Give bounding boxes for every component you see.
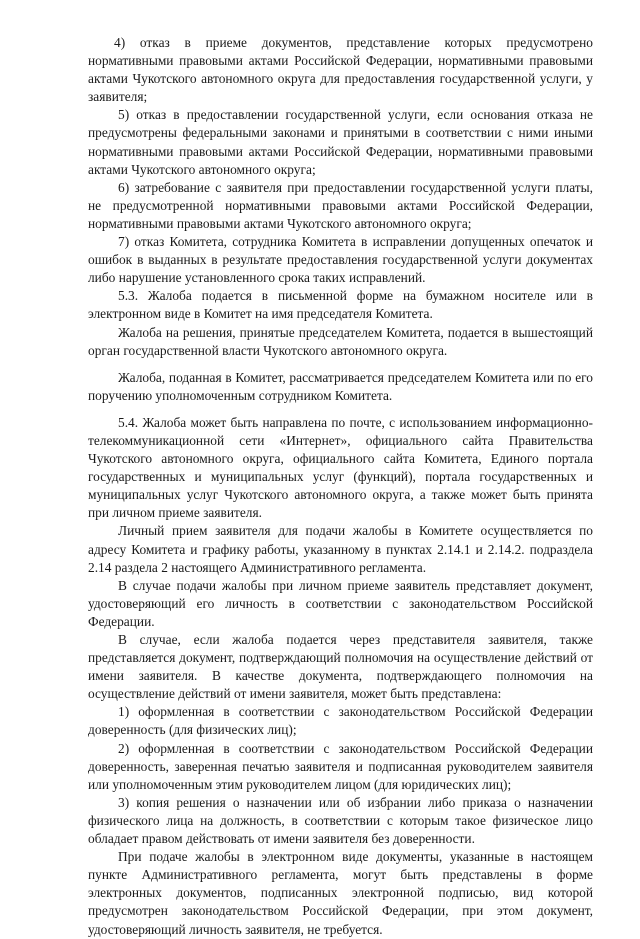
paragraph-5-3: 5.3. Жалоба подается в письменной форме на бумажном носителе или в электронном виде в Комитет на имя председателя Комитета. [88, 288, 593, 322]
paragraph-item-6: 6) затребование с заявителя при предоставлении государственной услуги платы, не предусмотренной нормативными правовыми актами Российской Федерации, нормативными правовыми актами Чукотского автономного округа; [88, 179, 593, 231]
paragraph-identity-document: В случае подачи жалобы при личном приеме заявитель представляет документ, удостоверяющий его личность в соответствии с законодательством Российской Федерации. [88, 577, 593, 629]
paragraph-item-7: 7) отказ Комитета, сотрудника Комитета в исправлении допущенных опечаток и ошибок в выданных в результате предоставления государственной услуги документах либо нарушение установленного срока таких исправлений. [88, 234, 593, 286]
paragraph-personal-reception: Личный прием заявителя для подачи жалобы в Комитете осуществляется по адресу Комитета и графику работы, указанному в пунктах 2.14.1 и 2.14.2. подраздела 2.14 раздела 2 настоящего Административного регламента. [88, 523, 593, 575]
paragraph-list-item-2: 2) оформленная в соответствии с законодательством Российской Федерации доверенность, заверенная печатью заявителя и подписанная руководителем заявителя или уполномоченным этим руководителем лицом (для юридических лиц); [88, 740, 593, 792]
paragraph-list-item-1: 1) оформленная в соответствии с законодательством Российской Федерации доверенность (для физических лиц); [88, 704, 593, 738]
paragraph-item-5: 5) отказ в предоставлении государственной услуги, если основания отказа не предусмотрены федеральными законами и принятыми в соответствии с ними иными нормативными правовыми актами Российской Федерации, нормативными правовыми актами Чукотского автономного округа; [88, 107, 593, 177]
paragraph-gap [88, 405, 593, 414]
paragraph-electronic-submission: При подаче жалобы в электронном виде документы, указанные в настоящем пункте Административного регламента, могут быть представлены в форме электронных документов, подписанных электронной подписью, вид которой предусмотрен законодательством Российской Федерации, при этом документ, удостоверяющий личность заявителя, не требуется. [88, 849, 593, 937]
document-page [88, 34, 593, 939]
paragraph-5-3-review: Жалоба, поданная в Комитет, рассматривается председателем Комитета или по его поручению уполномоченным сотрудником Комитета. [88, 369, 593, 403]
paragraph-representative: В случае, если жалоба подается через представителя заявителя, также представляется документ, подтверждающий полномочия на осуществление действий от имени заявителя. В качестве документа, подтверждающего полномочия на осуществление действий от имени заявителя, может быть представлена: [88, 632, 593, 702]
paragraph-5-3-appeal: Жалоба на решения, принятые председателем Комитета, подается в вышестоящий орган государственной власти Чукотского автономного округа. [88, 324, 593, 358]
paragraph-5-4: 5.4. Жалоба может быть направлена по почте, с использованием информационно-телекоммуникационной сети «Интернет», официального сайта Правительства Чукотского автономного округа, официального сайта Комитета, Единого портала государственных и муниципальных услуг (функций), портала государственных и муниципальных услуг Чукотского автономного округа, а также может быть принята при личном приеме заявителя. [88, 414, 593, 521]
paragraph-item-4: 4) отказ в приеме документов, представление которых предусмотрено нормативными правовыми актами Российской Федерации, нормативными правовыми актами Чукотского автономного округа для предоставления государственной услуги, у заявителя; [88, 35, 593, 105]
paragraph-gap [88, 360, 593, 369]
paragraph-list-item-3: 3) копия решения о назначении или об избрании либо приказа о назначении физического лица на должность, в соответствии с которым такое физическое лицо обладает правом действовать от имени заявителя без доверенности. [88, 794, 593, 847]
